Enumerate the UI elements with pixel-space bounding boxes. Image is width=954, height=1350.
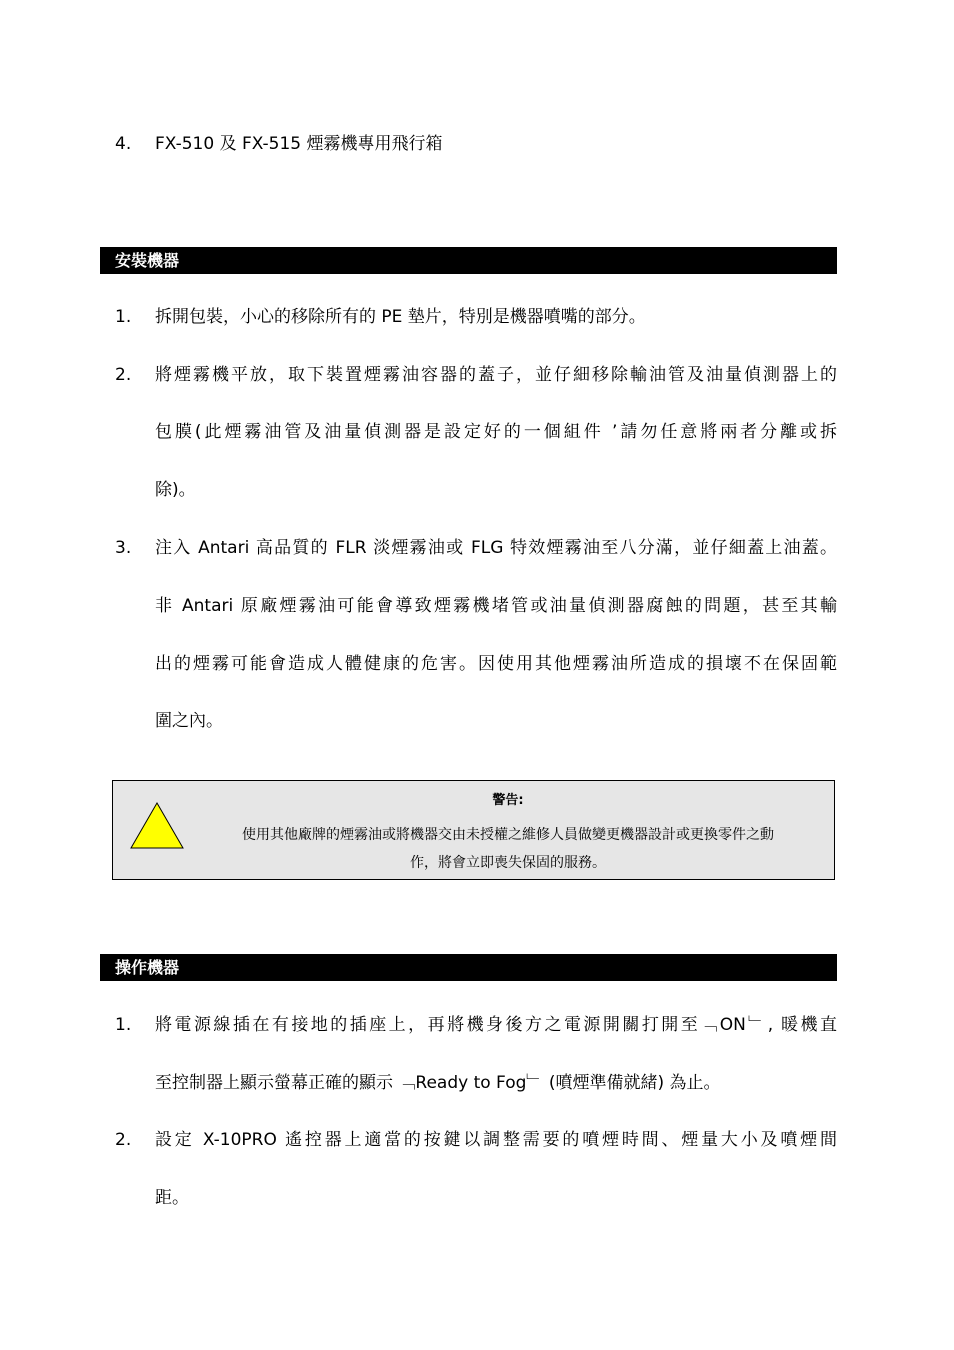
item-line: 將電源線插在有接地的插座上，再將機身後方之電源開關打開至﹁ON﹂, 暖機直 [155,1015,837,1035]
item-line: 設定 X-10PRO 遙控器上適當的按鍵以調整需要的噴煙時間、煙量大小及噴煙間 [155,1130,837,1150]
item-line: 出的煙霧可能會造成人體健康的危害。因使用其他煙霧油所造成的損壞不在保固範 [155,654,837,674]
warning-triangle-icon [129,801,185,851]
item-line: 至控制器上顯示螢幕正確的顯示 ﹁Ready to Fog﹂ (噴煙準備就緒) 為止。 [155,1073,721,1093]
item-line: 距。 [155,1188,189,1208]
item-line: 拆開包裝，小心的移除所有的 PE 墊片，特別是機器噴嘴的部分。 [155,307,646,327]
item-line: 注入 Antari 高品質的 FLR 淡煙霧油或 FLG 特效煙霧油至八分滿，並仔細蓋上油蓋。 [155,538,837,558]
section-heading-operate: 操作機器 [100,954,837,981]
item-line: 圍之內。 [155,711,223,731]
warning-box [112,780,835,880]
warning-line: 作，將會立即喪失保固的服務。 [410,855,606,871]
item-number: 1. [115,1015,132,1035]
item-line: 非 Antari 原廠煙霧油可能會導致煙霧機堵管或油量偵測器腐蝕的問題，甚至其輸 [155,596,837,616]
item-number: 2. [115,1130,132,1150]
warning-text [203,821,813,877]
item-number: 2. [115,365,132,385]
item-line: 除)。 [155,480,196,500]
warning-title: 警告: [492,793,524,808]
item-number: 3. [115,538,132,558]
warning-line: 使用其他廠牌的煙霧油或將機器交由未授權之維修人員做變更機器設計或更換零件之動 [242,827,774,843]
item-text: FX-510 及 FX-515 煙霧機專用飛行箱 [155,134,443,154]
item-line: 將煙霧機平放，取下裝置煙霧油容器的蓋子，並仔細移除輸油管及油量偵測器上的 [155,365,837,385]
item-number: 1. [115,307,132,327]
section-heading-install: 安裝機器 [100,247,837,274]
item-number: 4. [115,134,132,154]
item-line: 包膜(此煙霧油管及油量偵測器是設定好的一個組件 ’請勿任意將兩者分離或拆 [155,422,837,442]
